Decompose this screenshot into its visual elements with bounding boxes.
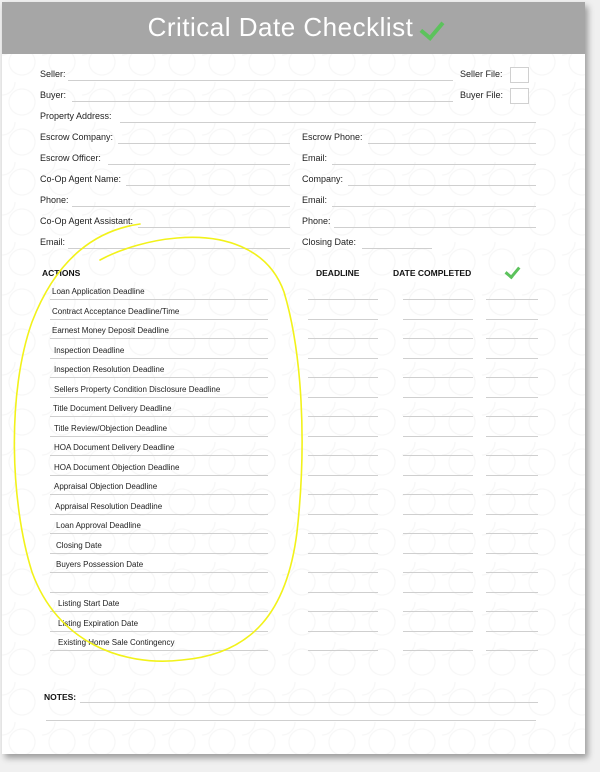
action-label: Buyers Possession Date — [56, 560, 144, 569]
buyer-label: Buyer: — [40, 90, 67, 100]
coop-agent-name-label: Co-Op Agent Name: — [40, 174, 122, 184]
action-label: Existing Home Sale Contingency — [58, 638, 175, 647]
checklist-page — [2, 2, 585, 754]
action-label: Title Document Delivery Deadline — [53, 404, 172, 413]
phone-label-1: Phone: — [40, 195, 69, 205]
email-label-1: Email: — [302, 153, 328, 163]
highlight-circle — [2, 2, 585, 754]
phone-label-2: Phone: — [302, 216, 331, 226]
action-label: Sellers Property Condition Disclosure Deadline — [54, 384, 221, 394]
action-label: Inspection Deadline — [54, 345, 125, 355]
actions-header: ACTIONS — [42, 268, 81, 278]
buyer-file-label: Buyer File: — [460, 90, 504, 100]
action-label: Title Review/Objection Deadline — [54, 423, 168, 433]
action-label: Listing Start Date — [58, 599, 120, 608]
coop-agent-assistant-label: Co-Op Agent Assistant: — [40, 216, 134, 226]
seller-label: Seller: — [40, 69, 66, 79]
action-label: Listing Expiration Date — [58, 618, 139, 628]
action-label: Inspection Resolution Deadline — [54, 365, 165, 374]
action-label: Loan Application Deadline — [52, 287, 145, 296]
seller-file-label: Seller File: — [460, 69, 503, 79]
highlight-stroke — [14, 224, 302, 661]
deadline-header: DEADLINE — [316, 268, 360, 278]
escrow-phone-label: Escrow Phone: — [302, 132, 363, 142]
action-label: HOA Document Delivery Deadline — [54, 443, 175, 452]
action-label: Appraisal Objection Deadline — [54, 482, 158, 491]
action-label: Appraisal Resolution Deadline — [55, 501, 163, 511]
action-label: Closing Date — [56, 540, 102, 550]
action-label: Earnest Money Deposit Deadline — [52, 326, 169, 335]
email-label-2: Email: — [302, 195, 328, 205]
notes-label: NOTES: — [44, 692, 77, 702]
action-label: HOA Document Objection Deadline — [54, 462, 180, 472]
property-address-label: Property Address: — [40, 111, 112, 121]
escrow-officer-label: Escrow Officer: — [40, 153, 101, 163]
action-label: Contract Acceptance Deadline/Time — [52, 306, 180, 316]
date-completed-header: DATE COMPLETED — [393, 268, 472, 278]
escrow-company-label: Escrow Company: — [40, 132, 114, 142]
company-label: Company: — [302, 174, 344, 184]
action-label: Loan Approval Deadline — [56, 521, 141, 530]
title-text: Critical Date Checklist — [147, 12, 414, 42]
email-label-3: Email: — [40, 237, 66, 247]
closing-date-label: Closing Date: — [302, 237, 357, 247]
